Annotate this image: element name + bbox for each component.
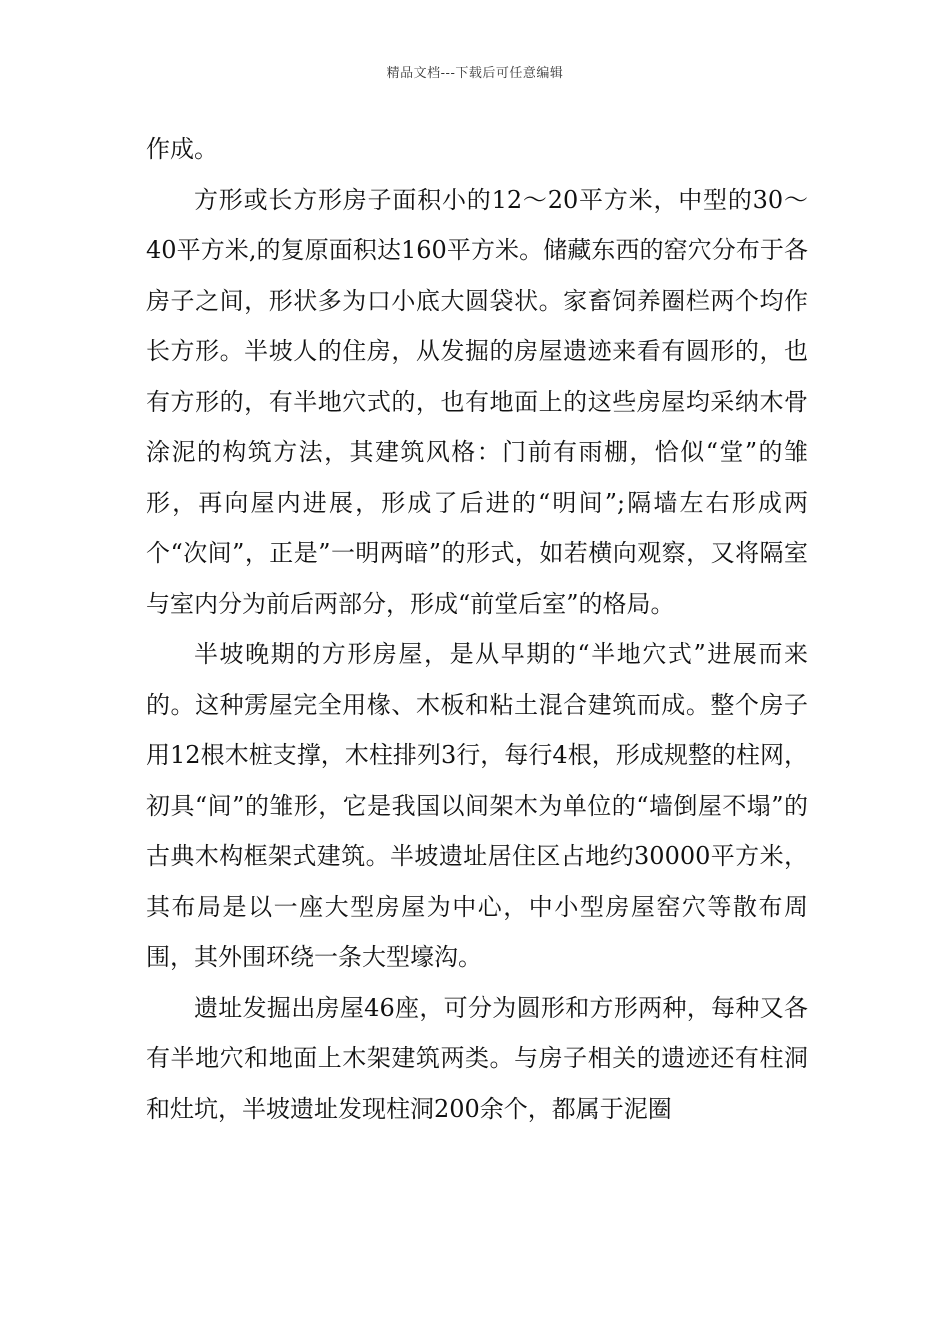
paragraph-3: 半坡晚期的方形房屋，是从早期的“半地穴式”进展而来的。这种雳屋完全用椽、木板和粘土混合建筑而成。整个房子用12根木桩支撑，木柱排列3行，每行4根，形成规整的柱网，初具“间”的雏形，它是我国以间架木为单位的“墙倒屋不塌”的古典木构框架式建筑。半坡遗址居住区占地约30000平方米，其布局是以一座大型房屋为中心，中小型房屋窑穴等散布周围，其外围环绕一条大型壕沟。 <box>146 640 808 971</box>
page-header: 精品文档---下载后可任意编辑 <box>386 66 564 81</box>
document-body <box>146 124 808 1134</box>
paragraph-4: 遗址发掘出房屋46座，可分为圆形和方形两种，每种又各有半地穴和地面上木架建筑两类。与房子相关的遗迹还有柱洞和灶坑，半坡遗址发现柱洞200余个，都属于泥圈 <box>146 993 808 1123</box>
paragraph-2: 方形或长方形房子面积小的12～20平方米，中型的30～40平方米,的复原面积达160平方米。储藏东西的窑穴分布于各房子之间，形状多为口小底大圆袋状。家畜饲养圈栏两个均作长方形。半坡人的住房，从发掘的房屋遗迹来看有圆形的，也有方形的，有半地穴式的，也有地面上的这些房屋均采纳木骨涂泥的构筑方法，其建筑风格：门前有雨棚，恰似“堂”的雏形，再向屋内进展，形成了后进的“明间”;隔墙左右形成两个“次间”，正是”一明两暗”的形式，如若横向观察，又将隔室与室内分为前后两部分，形成“前堂后室”的格局。 <box>146 185 808 618</box>
paragraph-1: 作成。 <box>146 135 218 163</box>
